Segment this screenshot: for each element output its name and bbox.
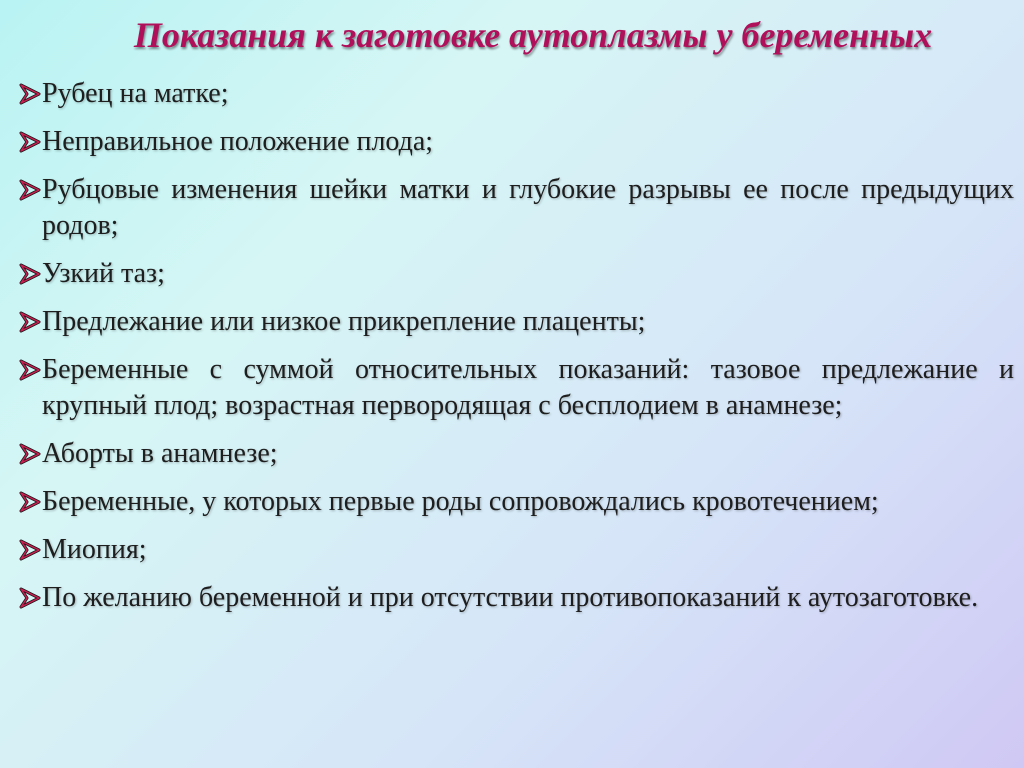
- list-item-text: Беременные, у которых первые роды сопровождались кровотечением;: [42, 486, 879, 517]
- list-item: [18, 484, 1014, 520]
- list-item: [18, 352, 1014, 424]
- arrow-bullet-icon: [18, 586, 42, 610]
- arrow-bullet-icon: [18, 130, 42, 154]
- list-item: [18, 172, 1014, 244]
- list-item-text: Аборты в анамнезе;: [42, 438, 278, 469]
- list-item-text: Беременные с суммой относительных показаний: тазовое предлежание и крупный плод; возрастная первородящая с бесплодием в анамнезе;: [42, 354, 1014, 421]
- list-item-text: Узкий таз;: [42, 258, 165, 289]
- list-item-text: Неправильное положение плода;: [42, 126, 434, 157]
- arrow-bullet-icon: [18, 442, 42, 466]
- list-item: [18, 436, 1014, 472]
- list-item: [18, 532, 1014, 568]
- list-item: [18, 256, 1014, 292]
- list-item-text: Миопия;: [42, 534, 147, 565]
- indications-list: [18, 76, 1014, 628]
- list-item-text: По желанию беременной и при отсутствии противопоказаний к аутозаготовке.: [42, 582, 979, 613]
- arrow-bullet-icon: [18, 490, 42, 514]
- list-item-text: Предлежание или низкое прикрепление плаценты;: [42, 306, 646, 337]
- arrow-bullet-icon: [18, 178, 42, 202]
- arrow-bullet-icon: [18, 82, 42, 106]
- slide-title: Показания к заготовке аутоплазмы у беременных: [133, 15, 933, 55]
- list-item: [18, 304, 1014, 340]
- list-item: [18, 76, 1014, 112]
- list-item: [18, 580, 1014, 616]
- arrow-bullet-icon: [18, 358, 42, 382]
- arrow-bullet-icon: [18, 262, 42, 286]
- arrow-bullet-icon: [18, 538, 42, 562]
- list-item-text: Рубец на матке;: [42, 78, 229, 109]
- list-item: [18, 124, 1014, 160]
- arrow-bullet-icon: [18, 310, 42, 334]
- list-item-text: Рубцовые изменения шейки матки и глубокие разрывы ее после предыдущих родов;: [42, 174, 1014, 241]
